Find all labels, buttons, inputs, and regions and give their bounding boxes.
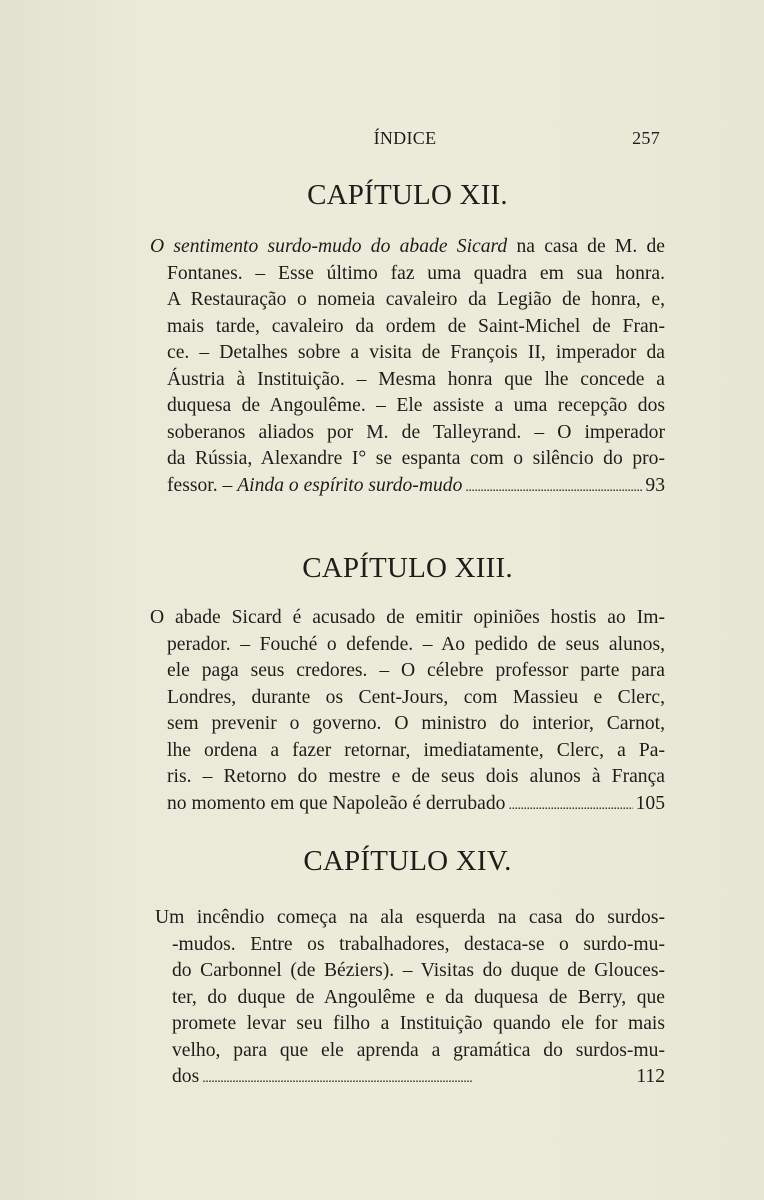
- text-run: velho, para que ele aprenda a gramática do surdos-mu-: [172, 1039, 665, 1061]
- text-run: Áustria à Instituição. – Mesma honra que lhe concede a: [167, 368, 665, 390]
- summary-line-text: [150, 236, 665, 257]
- text-run: perador. – Fouché o defende. – Ao pedido de seus alunos,: [167, 633, 665, 655]
- text-run: ter, do duque de Angoulême e da duquesa de Berry, que: [172, 986, 665, 1008]
- summary-line: [155, 958, 665, 985]
- summary-line-text: [167, 369, 665, 390]
- summary-line-text: [167, 687, 665, 708]
- summary-line: [150, 367, 665, 394]
- text-run: Londres, durante os Cent-Jours, com Massieu e Clerc,: [167, 686, 665, 708]
- summary-line-text: [155, 907, 665, 928]
- text-run: Um incêndio começa na ala esquerda na casa do surdos-: [155, 907, 665, 928]
- text-run: lhe ordena a fazer retornar, imediatamente, Clerc, a Pa-: [167, 739, 665, 761]
- summary-line: [155, 1038, 665, 1065]
- chapter-heading-xii: CAPÍTULO XII.: [307, 179, 508, 211]
- summary-line: [150, 658, 665, 685]
- chapter-summary-xii: [150, 234, 665, 501]
- summary-line: [150, 711, 665, 738]
- summary-line: [155, 932, 665, 959]
- text-run: ris. – Retorno do mestre e de seus dois alunos à França: [167, 766, 665, 787]
- running-head-title: ÍNDICE: [373, 128, 437, 148]
- chapter-summary-xiv: [155, 905, 665, 1093]
- dot-leader: [202, 1064, 633, 1093]
- summary-line: [150, 605, 665, 632]
- chapter-page-number: 105: [635, 792, 665, 814]
- summary-line-text: [172, 1040, 665, 1061]
- italic-phrase: O sentimento surdo-mudo do abade Sicard: [150, 236, 508, 257]
- summary-line-text: [150, 607, 665, 628]
- summary-line-text: [167, 473, 462, 500]
- text-run: Fontanes. – Esse último faz uma quadra em sua honra.: [167, 262, 665, 284]
- summary-line: [155, 1064, 665, 1093]
- summary-line: [150, 738, 665, 765]
- summary-line: [150, 234, 665, 261]
- summary-line-text: [167, 713, 665, 734]
- summary-line-text: [167, 422, 665, 443]
- summary-line-text: [167, 395, 665, 416]
- summary-line-text: [167, 660, 665, 681]
- text-run: na casa de M. de: [507, 236, 665, 257]
- text-run: duquesa de Angoulême. – Ele assiste a uma recepção dos: [167, 395, 665, 416]
- chapter-page-number: 93: [645, 474, 665, 496]
- text-run: mais tarde, cavaleiro da ordem de Saint-Michel de Fran-: [167, 315, 665, 337]
- chapter-heading-xiii: CAPÍTULO XIII.: [302, 552, 513, 584]
- text-run: no momento em que Napoleão é derrubado: [167, 792, 506, 814]
- summary-line: [150, 632, 665, 659]
- summary-line: [150, 340, 665, 367]
- summary-line-text: [167, 448, 665, 469]
- dot-leader: [508, 791, 632, 820]
- text-run: dos: [172, 1066, 200, 1087]
- text-run: sem prevenir o governo. O ministro do interior, Carnot,: [167, 713, 665, 734]
- summary-line-text: [167, 766, 665, 787]
- summary-line: [150, 473, 665, 502]
- running-head: [150, 128, 660, 154]
- text-run: soberanos aliados por M. de Talleyrand. – O imperador: [167, 421, 665, 443]
- summary-line-text: [167, 740, 665, 761]
- text-run: ce. – Detalhes sobre a visita de François II, imperador da: [167, 342, 665, 363]
- chapter-heading-xiv: CAPÍTULO XIV.: [303, 845, 512, 877]
- summary-line: [150, 393, 665, 420]
- summary-line: [150, 261, 665, 288]
- summary-line: [155, 1011, 665, 1038]
- summary-line-text: [167, 263, 665, 284]
- summary-line: [150, 314, 665, 341]
- text-run: da Rússia, Alexandre I° se espanta com o silêncio do pro-: [167, 448, 665, 469]
- summary-line: [150, 791, 665, 820]
- summary-line-text: [172, 1013, 665, 1034]
- summary-line: [150, 764, 665, 791]
- summary-line-text: [172, 934, 665, 955]
- summary-line-text: [167, 634, 665, 655]
- text-run: fessor. –: [167, 474, 238, 496]
- text-run: promete levar seu filho a Instituição quando ele for mais: [172, 1013, 665, 1034]
- summary-line-text: [172, 960, 665, 981]
- summary-line-text: [172, 1064, 199, 1091]
- summary-line: [150, 446, 665, 473]
- page-number: 257: [632, 128, 660, 148]
- text-run: ele paga seus credores. – O célebre professor parte para: [167, 660, 665, 681]
- text-run: O abade Sicard é acusado de emitir opiniões hostis ao Im-: [150, 607, 665, 628]
- summary-line: [155, 905, 665, 932]
- chapter-summary-xiii: [150, 605, 665, 819]
- summary-line-text: [167, 316, 665, 337]
- summary-line-text: [172, 987, 665, 1008]
- summary-line: [150, 420, 665, 447]
- summary-line-text: [167, 791, 505, 818]
- summary-line: [150, 287, 665, 314]
- summary-line-text: [167, 342, 665, 363]
- italic-phrase: Ainda o espírito surdo-mudo: [237, 474, 463, 496]
- summary-line-text: [167, 289, 665, 310]
- chapter-page-number: 112: [636, 1066, 665, 1087]
- summary-line: [150, 685, 665, 712]
- text-run: A Restauração o nomeia cavaleiro da Legião de honra, e,: [167, 289, 665, 310]
- text-run: -mudos. Entre os trabalhadores, destaca-se o surdo-mu-: [172, 933, 665, 955]
- dot-leader: [465, 473, 642, 502]
- text-run: do Carbonnel (de Béziers). – Visitas do duque de Glouces-: [172, 960, 665, 981]
- summary-line: [155, 985, 665, 1012]
